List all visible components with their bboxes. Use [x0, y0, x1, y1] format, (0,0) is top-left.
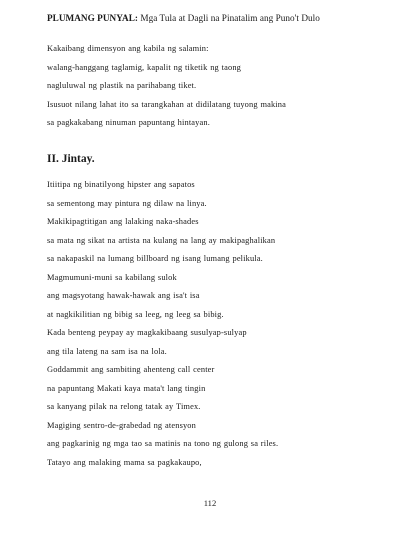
stanza-two [47, 176, 278, 472]
poem-line: at nagkikilitian ng bibig sa leeg, ng leeg sa bibig. [47, 309, 224, 319]
poem-line: na papuntang Makati kaya mata't lang tingin [47, 383, 206, 393]
stanza-one [47, 40, 286, 133]
poem-line: sa kanyang pilak na relong tatak ay Timex. [47, 402, 201, 411]
poem-line: sa pagkakabang ninuman papuntang hintayan. [47, 118, 210, 127]
poem-line: sa sementong may pintura ng dilaw na linya. [47, 198, 207, 208]
poem-line: Magmumuni-muni sa kabilang sulok [47, 272, 177, 282]
section-heading: II. Jintay. [47, 153, 95, 165]
poem-line: Isusuot nilang lahat ito sa tarangkahan at didilatang tuyong makina [47, 99, 286, 109]
book-subtitle: Mga Tula at Dagli na Pinatalim ang Puno't Dulo [140, 13, 320, 23]
poem-line: Makikipagtitigan ang lalaking naka-shades [47, 217, 199, 226]
page-number: 112 [203, 498, 217, 508]
poem-line: sa mata ng sikat na artista na kulang na lang ay makipaghalikan [47, 235, 276, 245]
poem-line: ang magsyotang hawak-hawak ang isa't isa [47, 291, 200, 300]
poem-line: Tatayo ang malaking mama sa pagkakaupo, [47, 457, 202, 467]
poem-line: Goddammit ang sambiting ahenteng call center [47, 365, 215, 374]
poem-line: walang-hanggang taglamig, kapalit ng tiketik ng taong [47, 62, 241, 72]
poem-line: ang pagkarinig ng mga tao sa matinis na tono ng gulong sa riles. [47, 439, 279, 448]
poem-line: Kakaibang dimensyon ang kabila ng salamin: [47, 44, 209, 53]
poem-line: ang tila lateng na sam isa na lola. [47, 346, 167, 356]
poem-line: Magiging sentro-de-grabedad ng atensyon [47, 420, 196, 430]
poem-line: sa nakapaskil na lumang billboard ng isang lumang pelikula. [47, 254, 263, 263]
running-header [47, 13, 320, 23]
book-title: PLUMANG PUNYAL: [47, 13, 139, 23]
poem-line: nagluluwal ng plastik na parihabang tiket. [47, 81, 197, 90]
poem-line: Itiitipa ng binatilyong hipster ang sapatos [47, 180, 195, 189]
poem-line: Kada benteng peypay ay magkakibaang susulyap-sulyap [47, 328, 247, 337]
